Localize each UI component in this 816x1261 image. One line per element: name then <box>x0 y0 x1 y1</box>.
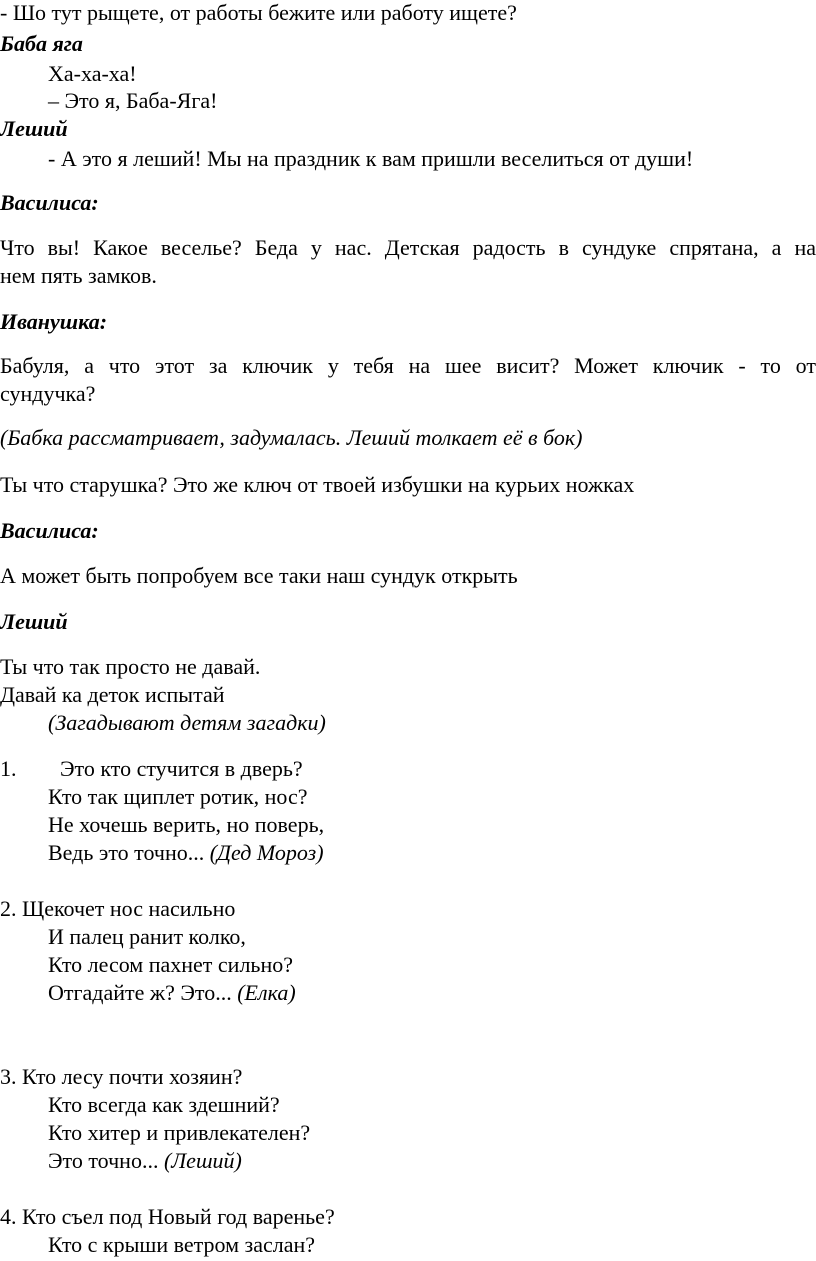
riddle-answer: (Леший) <box>163 1148 242 1173</box>
riddle-2-line-1: 2. Щекочет нос насильно <box>0 896 236 921</box>
dialogue-line: - А это я леший! Мы на праздник к вам пришли веселиться от души! <box>48 146 694 171</box>
riddle-4-line-2: Кто с крыши ветром заслан? <box>48 1232 316 1257</box>
dialogue-line: сундучка? <box>0 381 96 406</box>
dialogue-line: Бабуля, а что этот за ключик у тебя на шее висит? Может ключик - то от <box>0 353 816 378</box>
riddle-3-line-4: Это точно... (Леший) <box>48 1148 242 1173</box>
dialogue-line: – Это я, Баба-Яга! <box>48 88 218 113</box>
dialogue-line: Ты что так просто не давай. <box>0 654 261 679</box>
riddle-number: 4. <box>0 1204 17 1229</box>
riddle-3-line-3: Кто хитер и привлекателен? <box>48 1120 311 1145</box>
riddle-answer: (Елка) <box>237 980 296 1005</box>
speaker-vasilisa: Василиса: <box>0 190 99 215</box>
riddle-2-line-2: И палец ранит колко, <box>48 924 246 949</box>
dialogue-line: Ха-ха-ха! <box>48 61 137 86</box>
riddle-1-line-4: Ведь это точно... (Дед Мороз) <box>48 840 324 865</box>
dialogue-line: нем пять замков. <box>0 263 157 288</box>
dialogue-line: Давай ка деток испытай <box>0 682 225 707</box>
speaker-baba-yaga: Баба яга <box>0 31 83 56</box>
riddle-number: 1. <box>0 756 17 781</box>
riddle-1-line-3: Не хочешь верить, но поверь, <box>48 812 325 837</box>
riddle-number: 2. <box>0 896 17 921</box>
dialogue-line: А может быть попробуем все таки наш сундук открыть <box>0 563 518 588</box>
riddle-3-line-1: 3. Кто лесу почти хозяин? <box>0 1064 243 1089</box>
dialogue-line: - Шо тут рыщете, от работы бежите или работу ищете? <box>0 0 517 25</box>
riddle-answer: (Дед Мороз) <box>209 840 324 865</box>
stage-direction: (Бабка рассматривает, задумалась. Леший толкает её в бок) <box>0 425 583 450</box>
dialogue-line: Ты что старушка? Это же ключ от твоей избушки на курьих ножках <box>0 472 635 497</box>
riddle-1-line-1: 1. Это кто стучится в дверь? <box>0 756 303 781</box>
speaker-vasilisa: Василиса: <box>0 518 99 543</box>
riddle-2-line-4: Отгадайте ж? Это... (Елка) <box>48 980 296 1005</box>
stage-direction: (Загадывают детям загадки) <box>48 710 326 735</box>
riddle-4-line-1: 4. Кто съел под Новый год варенье? <box>0 1204 335 1229</box>
speaker-leshy: Леший <box>0 116 68 141</box>
riddle-number: 3. <box>0 1064 17 1089</box>
speaker-ivanushka: Иванушка: <box>0 309 108 334</box>
speaker-leshy: Леший <box>0 609 68 634</box>
riddle-1-line-2: Кто так щиплет ротик, нос? <box>48 784 308 809</box>
riddle-2-line-3: Кто лесом пахнет сильно? <box>48 952 293 977</box>
dialogue-line: Что вы! Какое веселье? Беда у нас. Детская радость в сундуке спрятана, а на <box>0 235 816 260</box>
riddle-3-line-2: Кто всегда как здешний? <box>48 1092 280 1117</box>
